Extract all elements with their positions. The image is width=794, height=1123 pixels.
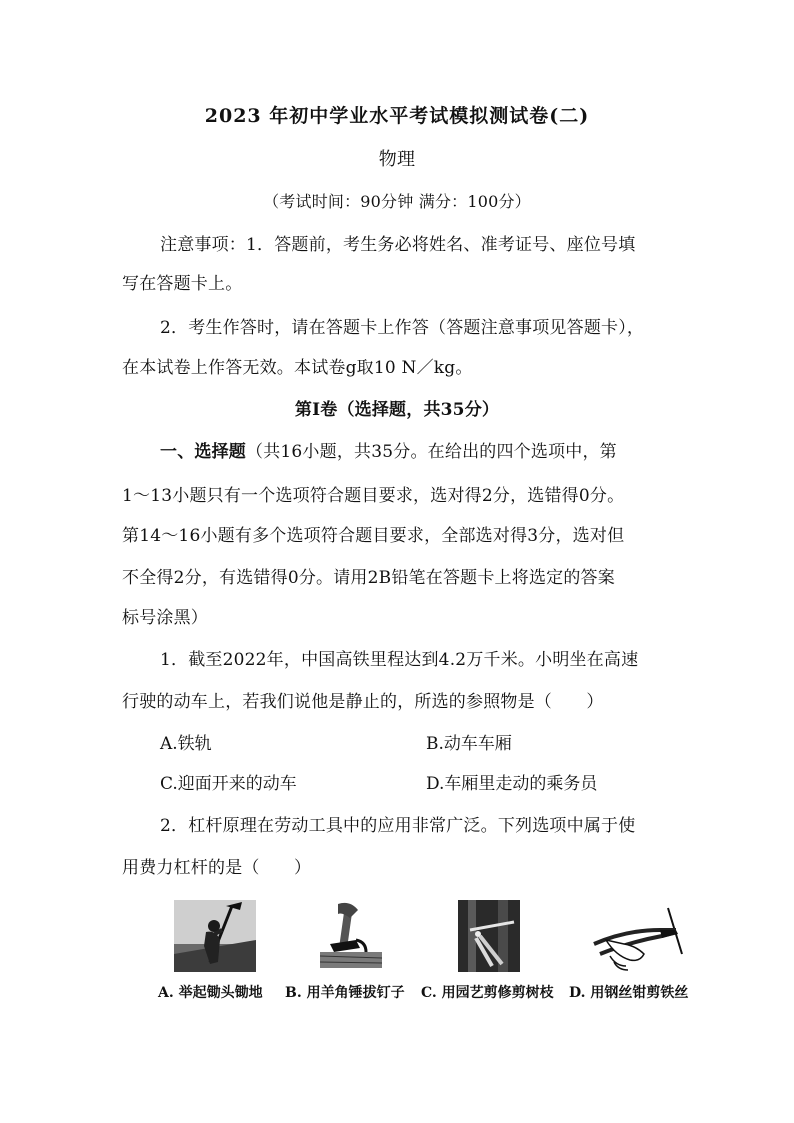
section-intro-line-4: 不全得2分，有选错得0分。请用2B铅笔在答题卡上将选定的答案 <box>122 568 615 588</box>
q1-option-c: C.迎面开来的动车 <box>160 774 297 794</box>
section-intro-line-3: 第14～16小题有多个选项符合题目要求，全部选对得3分，选对但 <box>122 526 625 546</box>
q1-line-2: 行驶的动车上，若我们说他是静止的，所选的参照物是（ ） <box>122 692 604 712</box>
garden-shears-icon <box>458 900 520 972</box>
exam-info: （考试时间：90分钟 满分：100分） <box>263 192 531 211</box>
q2-line-2: 用费力杠杆的是（ ） <box>122 858 312 878</box>
q2-caption-a: A. 举起锄头锄地 <box>158 985 263 1001</box>
part-heading: 第Ⅰ卷（选择题，共35分） <box>294 400 500 420</box>
notes-line-2: 写在答题卡上。 <box>122 274 243 294</box>
section-intro-line-5: 标号涂黑） <box>122 608 208 628</box>
section-intro-rest: （共16小题，共35分。在给出的四个选项中，第 <box>246 442 617 462</box>
section-intro-line-1 <box>160 440 617 464</box>
subject-title: 物理 <box>378 149 416 170</box>
notes-line-3: 2．考生作答时，请在答题卡上作答（答题注意事项见答题卡）， <box>160 318 645 338</box>
claw-hammer-icon <box>320 900 382 972</box>
q1-option-b: B.动车车厢 <box>426 734 512 754</box>
section-intro-line-2: 1～13小题只有一个选项符合题目要求，选对得2分，选错得0分。 <box>122 486 625 506</box>
q1-option-d: D.车厢里走动的乘务员 <box>426 774 598 794</box>
q1-line-1: 1．截至2022年，中国高铁里程达到4.2万千米。小明坐在高速 <box>160 650 639 670</box>
exam-title: 2023 年初中学业水平考试模拟测试卷(二) <box>204 105 590 127</box>
notes-line-4: 在本试卷上作答无效。本试卷g取10 N／kg。 <box>122 358 473 378</box>
hoe-farmer-icon <box>174 900 256 972</box>
q2-caption-b: B. 用羊角锤拔钉子 <box>285 985 405 1001</box>
wire-pliers-icon <box>586 900 692 972</box>
q1-option-a: A.铁轨 <box>160 734 212 754</box>
notes-line-1: 注意事项：1．答题前，考生务必将姓名、准考证号、座位号填 <box>160 235 636 255</box>
q2-line-1: 2．杠杆原理在劳动工具中的应用非常广泛。下列选项中属于使 <box>160 816 636 836</box>
section-title: 一、选择题 <box>160 442 246 462</box>
q2-caption-d: D. 用钢丝钳剪铁丝 <box>569 985 689 1001</box>
q2-caption-c: C. 用园艺剪修剪树枝 <box>421 985 554 1001</box>
